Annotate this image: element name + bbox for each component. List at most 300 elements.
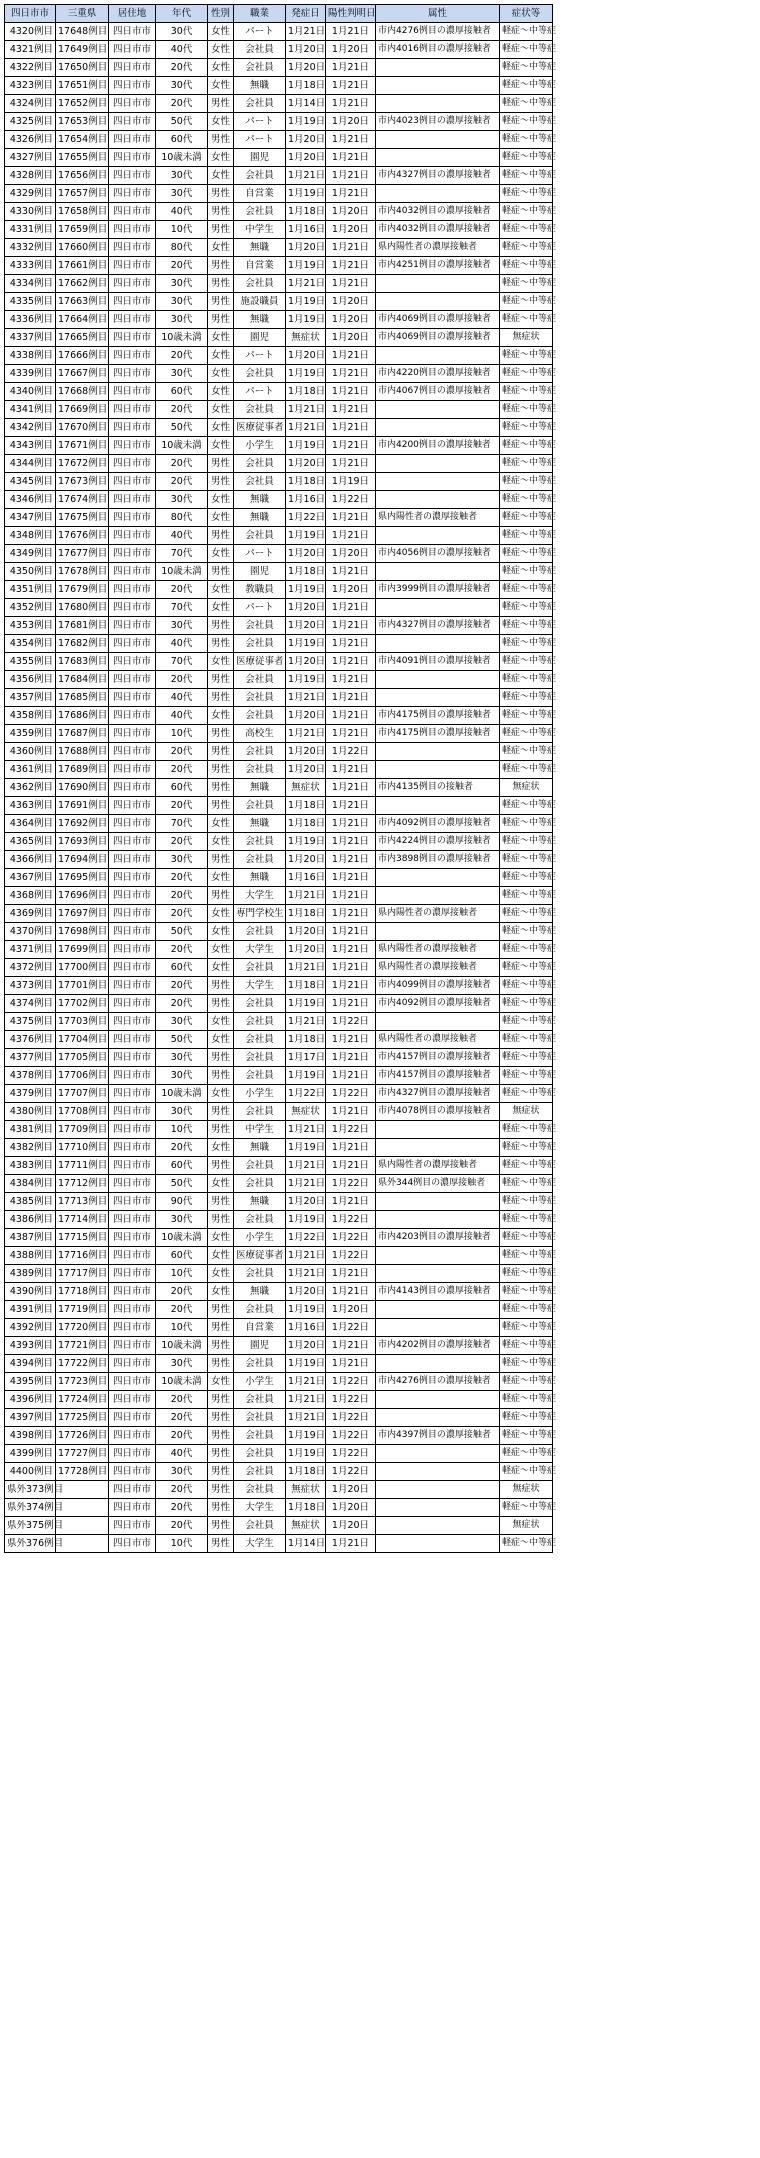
cell-mie-no: 17714例目 [56, 1211, 109, 1229]
cell-attribute: 市内4175例目の濃厚接触者 [376, 725, 500, 743]
cell-yokkaichi-no: 4338例目 [5, 347, 56, 365]
cell-attribute [376, 491, 500, 509]
cell-residence: 四日市市 [109, 1283, 156, 1301]
cell-yokkaichi-no: 4374例目 [5, 995, 56, 1013]
cell-attribute: 市内4200例目の濃厚接触者 [376, 437, 500, 455]
cell-residence: 四日市市 [109, 419, 156, 437]
cell-age: 20代 [156, 995, 208, 1013]
table-row [5, 221, 553, 239]
cell-attribute: 市内4157例目の濃厚接触者 [376, 1067, 500, 1085]
cell-occupation: 会社員 [234, 1211, 286, 1229]
cell-residence: 四日市市 [109, 671, 156, 689]
cell-symptoms: 軽症～中等症 [500, 1031, 553, 1049]
table-row [5, 599, 553, 617]
cell-mie-no: 17727例目 [56, 1445, 109, 1463]
cell-occupation: 会社員 [234, 1175, 286, 1193]
cell-attribute: 市内4032例目の濃厚接触者 [376, 221, 500, 239]
cell-onset-date: 1月19日 [286, 833, 326, 851]
cell-positive-date: 1月20日 [326, 329, 376, 347]
table-row [5, 95, 553, 113]
cell-occupation: 無職 [234, 1193, 286, 1211]
cell-occupation: 会社員 [234, 41, 286, 59]
cell-sex: 女性 [208, 239, 234, 257]
cell-yokkaichi-no: 4320例目 [5, 23, 56, 41]
cell-occupation: 会社員 [234, 1157, 286, 1175]
cell-sex: 男性 [208, 797, 234, 815]
cell-age: 30代 [156, 167, 208, 185]
cell-onset-date: 1月20日 [286, 347, 326, 365]
cell-yokkaichi-no: 4389例目 [5, 1265, 56, 1283]
cell-symptoms: 軽症～中等症 [500, 1229, 553, 1247]
cell-positive-date: 1月21日 [326, 1031, 376, 1049]
cell-symptoms: 軽症～中等症 [500, 1535, 553, 1553]
cell-attribute [376, 419, 500, 437]
cell-onset-date: 1月14日 [286, 95, 326, 113]
cell-age: 70代 [156, 545, 208, 563]
cell-mie-no: 17662例目 [56, 275, 109, 293]
cell-positive-date: 1月20日 [326, 1481, 376, 1499]
cell-onset-date: 1月20日 [286, 707, 326, 725]
cell-onset-date: 1月20日 [286, 455, 326, 473]
table-row [5, 689, 553, 707]
cell-onset-date: 1月21日 [286, 959, 326, 977]
cell-symptoms: 軽症～中等症 [500, 1193, 553, 1211]
cell-yokkaichi-no: 4345例目 [5, 473, 56, 491]
cell-positive-date: 1月22日 [326, 1319, 376, 1337]
col-header-sex: 性別 [208, 5, 234, 23]
cell-sex: 男性 [208, 1463, 234, 1481]
table-row [5, 113, 553, 131]
cell-onset-date: 1月19日 [286, 1211, 326, 1229]
cell-symptoms: 軽症～中等症 [500, 23, 553, 41]
cell-mie-no: 17716例目 [56, 1247, 109, 1265]
cell-occupation: パート [234, 347, 286, 365]
cell-symptoms: 軽症～中等症 [500, 1139, 553, 1157]
cell-residence: 四日市市 [109, 1229, 156, 1247]
cell-onset-date: 1月19日 [286, 113, 326, 131]
cell-mie-no: 17693例目 [56, 833, 109, 851]
cell-mie-no: 17711例目 [56, 1157, 109, 1175]
cell-attribute: 県内陽性者の濃厚接触者 [376, 1157, 500, 1175]
cell-residence: 四日市市 [109, 1337, 156, 1355]
cell-mie-no: 17709例目 [56, 1121, 109, 1139]
cell-mie-no [56, 1517, 109, 1535]
cell-onset-date: 1月19日 [286, 1445, 326, 1463]
cell-mie-no [56, 1481, 109, 1499]
cell-mie-no: 17683例目 [56, 653, 109, 671]
cell-mie-no: 17691例目 [56, 797, 109, 815]
cell-attribute: 市内4067例目の濃厚接触者 [376, 383, 500, 401]
cell-onset-date: 1月20日 [286, 923, 326, 941]
cell-sex: 男性 [208, 1049, 234, 1067]
cell-sex: 女性 [208, 1265, 234, 1283]
cell-sex: 女性 [208, 23, 234, 41]
cell-symptoms: 軽症～中等症 [500, 743, 553, 761]
cell-mie-no: 17703例目 [56, 1013, 109, 1031]
table-row [5, 851, 553, 869]
cell-attribute [376, 869, 500, 887]
cell-onset-date: 1月22日 [286, 509, 326, 527]
cell-occupation: 無職 [234, 779, 286, 797]
cell-onset-date: 1月20日 [286, 743, 326, 761]
cell-occupation: パート [234, 23, 286, 41]
cell-residence: 四日市市 [109, 23, 156, 41]
cell-occupation: パート [234, 545, 286, 563]
cell-attribute [376, 1265, 500, 1283]
cell-onset-date: 1月18日 [286, 383, 326, 401]
cell-positive-date: 1月21日 [326, 1157, 376, 1175]
table-row [5, 617, 553, 635]
cell-positive-date: 1月21日 [326, 563, 376, 581]
cell-yokkaichi-no: 4350例目 [5, 563, 56, 581]
cell-symptoms: 軽症～中等症 [500, 797, 553, 815]
cell-age: 50代 [156, 113, 208, 131]
cell-symptoms: 軽症～中等症 [500, 131, 553, 149]
cell-attribute [376, 1445, 500, 1463]
cell-onset-date: 1月18日 [286, 1463, 326, 1481]
cell-yokkaichi-no: 4343例目 [5, 437, 56, 455]
cell-attribute: 市内4202例目の濃厚接触者 [376, 1337, 500, 1355]
cell-sex: 男性 [208, 887, 234, 905]
cell-yokkaichi-no: 4393例目 [5, 1337, 56, 1355]
cell-attribute [376, 1301, 500, 1319]
table-row [5, 527, 553, 545]
case-table [4, 4, 557, 1553]
cell-attribute: 県内陽性者の濃厚接触者 [376, 509, 500, 527]
cell-positive-date: 1月21日 [326, 815, 376, 833]
cell-positive-date: 1月22日 [326, 1013, 376, 1031]
cell-symptoms: 軽症～中等症 [500, 113, 553, 131]
cell-attribute: 市内4092例目の濃厚接触者 [376, 815, 500, 833]
cell-residence: 四日市市 [109, 401, 156, 419]
cell-sex: 男性 [208, 185, 234, 203]
cell-yokkaichi-no: 4382例目 [5, 1139, 56, 1157]
cell-yokkaichi-no: 4383例目 [5, 1157, 56, 1175]
cell-age: 40代 [156, 527, 208, 545]
cell-sex: 男性 [208, 1337, 234, 1355]
cell-symptoms: 軽症～中等症 [500, 167, 553, 185]
cell-attribute [376, 455, 500, 473]
cell-residence: 四日市市 [109, 113, 156, 131]
cell-symptoms: 軽症～中等症 [500, 563, 553, 581]
table-row [5, 1409, 553, 1427]
cell-attribute [376, 59, 500, 77]
cell-yokkaichi-no: 4398例目 [5, 1427, 56, 1445]
cell-occupation: 園児 [234, 1337, 286, 1355]
cell-residence: 四日市市 [109, 455, 156, 473]
table-row [5, 887, 553, 905]
cell-onset-date: 1月18日 [286, 977, 326, 995]
cell-symptoms: 軽症～中等症 [500, 581, 553, 599]
cell-symptoms: 軽症～中等症 [500, 95, 553, 113]
cell-age: 30代 [156, 1211, 208, 1229]
cell-occupation: 小学生 [234, 437, 286, 455]
table-row [5, 563, 553, 581]
cell-attribute [376, 347, 500, 365]
cell-occupation: 高校生 [234, 725, 286, 743]
cell-symptoms: 軽症～中等症 [500, 1463, 553, 1481]
cell-symptoms: 軽症～中等症 [500, 473, 553, 491]
cell-attribute [376, 761, 500, 779]
cell-onset-date: 1月17日 [286, 1049, 326, 1067]
cell-occupation: 大学生 [234, 1535, 286, 1553]
cell-onset-date: 1月20日 [286, 851, 326, 869]
cell-symptoms: 軽症～中等症 [500, 653, 553, 671]
cell-symptoms: 軽症～中等症 [500, 1211, 553, 1229]
cell-residence: 四日市市 [109, 1121, 156, 1139]
cell-symptoms: 無症状 [500, 1481, 553, 1499]
cell-symptoms: 軽症～中等症 [500, 977, 553, 995]
cell-symptoms: 軽症～中等症 [500, 815, 553, 833]
cell-onset-date: 1月16日 [286, 491, 326, 509]
cell-sex: 女性 [208, 1013, 234, 1031]
cell-onset-date: 1月20日 [286, 545, 326, 563]
cell-age: 70代 [156, 653, 208, 671]
cell-age: 30代 [156, 1067, 208, 1085]
cell-positive-date: 1月21日 [326, 923, 376, 941]
cell-occupation: 会社員 [234, 401, 286, 419]
cell-symptoms: 軽症～中等症 [500, 761, 553, 779]
cell-symptoms: 軽症～中等症 [500, 1049, 553, 1067]
cell-yokkaichi-no: 4390例目 [5, 1283, 56, 1301]
cell-age: 10代 [156, 1121, 208, 1139]
cell-positive-date: 1月22日 [326, 743, 376, 761]
cell-symptoms: 軽症～中等症 [500, 1121, 553, 1139]
cell-onset-date: 1月19日 [286, 1067, 326, 1085]
cell-residence: 四日市市 [109, 473, 156, 491]
cell-residence: 四日市市 [109, 1445, 156, 1463]
cell-symptoms: 軽症～中等症 [500, 1319, 553, 1337]
cell-residence: 四日市市 [109, 725, 156, 743]
cell-residence: 四日市市 [109, 275, 156, 293]
cell-sex: 男性 [208, 563, 234, 581]
cell-symptoms: 軽症～中等症 [500, 923, 553, 941]
cell-residence: 四日市市 [109, 635, 156, 653]
cell-residence: 四日市市 [109, 563, 156, 581]
table-row [5, 797, 553, 815]
cell-residence: 四日市市 [109, 203, 156, 221]
table-row [5, 1247, 553, 1265]
cell-positive-date: 1月21日 [326, 419, 376, 437]
cell-onset-date: 1月20日 [286, 239, 326, 257]
cell-age: 20代 [156, 1481, 208, 1499]
cell-attribute [376, 401, 500, 419]
cell-positive-date: 1月22日 [326, 1229, 376, 1247]
cell-positive-date: 1月21日 [326, 761, 376, 779]
cell-sex: 女性 [208, 491, 234, 509]
cell-onset-date: 1月19日 [286, 437, 326, 455]
cell-onset-date: 1月21日 [286, 1175, 326, 1193]
cell-occupation: 医療従事者 [234, 419, 286, 437]
cell-mie-no: 17649例目 [56, 41, 109, 59]
cell-positive-date: 1月22日 [326, 1247, 376, 1265]
cell-sex: 男性 [208, 1391, 234, 1409]
cell-attribute [376, 275, 500, 293]
cell-yokkaichi-no: 4353例目 [5, 617, 56, 635]
cell-occupation: 無職 [234, 491, 286, 509]
cell-mie-no: 17715例目 [56, 1229, 109, 1247]
cell-yokkaichi-no: 4325例目 [5, 113, 56, 131]
cell-sex: 女性 [208, 545, 234, 563]
table-row [5, 1283, 553, 1301]
cell-residence: 四日市市 [109, 95, 156, 113]
cell-symptoms: 軽症～中等症 [500, 1337, 553, 1355]
cell-onset-date: 1月21日 [286, 725, 326, 743]
cell-yokkaichi-no: 4367例目 [5, 869, 56, 887]
cell-attribute [376, 1463, 500, 1481]
cell-age: 50代 [156, 923, 208, 941]
table-row [5, 473, 553, 491]
cell-residence: 四日市市 [109, 1193, 156, 1211]
cell-onset-date: 1月19日 [286, 257, 326, 275]
cell-positive-date: 1月20日 [326, 203, 376, 221]
cell-positive-date: 1月21日 [326, 905, 376, 923]
cell-symptoms: 軽症～中等症 [500, 239, 553, 257]
cell-yokkaichi-no: 4352例目 [5, 599, 56, 617]
cell-mie-no: 17681例目 [56, 617, 109, 635]
cell-age: 70代 [156, 815, 208, 833]
cell-yokkaichi-no: 4356例目 [5, 671, 56, 689]
cell-attribute: 市内4224例目の濃厚接触者 [376, 833, 500, 851]
col-header-yokkaichi-no: 四日市市 [5, 5, 56, 23]
table-row [5, 275, 553, 293]
cell-yokkaichi-no: 4362例目 [5, 779, 56, 797]
cell-age: 30代 [156, 311, 208, 329]
cell-age: 10代 [156, 725, 208, 743]
cell-mie-no: 17692例目 [56, 815, 109, 833]
cell-age: 30代 [156, 617, 208, 635]
cell-attribute [376, 185, 500, 203]
cell-sex: 男性 [208, 527, 234, 545]
cell-onset-date: 1月21日 [286, 1409, 326, 1427]
cell-sex: 男性 [208, 743, 234, 761]
cell-attribute [376, 797, 500, 815]
cell-symptoms: 軽症～中等症 [500, 1445, 553, 1463]
cell-yokkaichi-no: 4370例目 [5, 923, 56, 941]
cell-onset-date: 1月21日 [286, 23, 326, 41]
cell-symptoms: 軽症～中等症 [500, 725, 553, 743]
cell-attribute [376, 131, 500, 149]
cell-occupation: 会社員 [234, 689, 286, 707]
cell-symptoms: 軽症～中等症 [500, 545, 553, 563]
cell-onset-date: 1月18日 [286, 1031, 326, 1049]
table-row [5, 869, 553, 887]
cell-attribute [376, 1247, 500, 1265]
cell-symptoms: 軽症～中等症 [500, 1283, 553, 1301]
cell-yokkaichi-no: 4355例目 [5, 653, 56, 671]
cell-onset-date: 1月21日 [286, 689, 326, 707]
cell-positive-date: 1月20日 [326, 545, 376, 563]
col-header-occupation: 職業 [234, 5, 286, 23]
cell-age: 20代 [156, 869, 208, 887]
cell-occupation: 教職員 [234, 581, 286, 599]
cell-yokkaichi-no: 4330例目 [5, 203, 56, 221]
cell-positive-date: 1月21日 [326, 1265, 376, 1283]
cell-onset-date: 1月18日 [286, 563, 326, 581]
cell-age: 90代 [156, 1193, 208, 1211]
cell-onset-date: 1月21日 [286, 1157, 326, 1175]
cell-sex: 女性 [208, 347, 234, 365]
cell-sex: 男性 [208, 1319, 234, 1337]
cell-positive-date: 1月22日 [326, 491, 376, 509]
cell-residence: 四日市市 [109, 1427, 156, 1445]
cell-symptoms: 軽症～中等症 [500, 995, 553, 1013]
cell-attribute [376, 149, 500, 167]
cell-occupation: 会社員 [234, 923, 286, 941]
table-row [5, 635, 553, 653]
cell-symptoms: 軽症～中等症 [500, 509, 553, 527]
cell-occupation: 園児 [234, 149, 286, 167]
cell-attribute: 市内3999例目の濃厚接触者 [376, 581, 500, 599]
cell-sex: 女性 [208, 419, 234, 437]
cell-onset-date: 1月18日 [286, 203, 326, 221]
cell-yokkaichi-no: 4331例目 [5, 221, 56, 239]
cell-residence: 四日市市 [109, 815, 156, 833]
cell-age: 40代 [156, 689, 208, 707]
cell-attribute: 県内陽性者の濃厚接触者 [376, 905, 500, 923]
cell-occupation: 大学生 [234, 1499, 286, 1517]
cell-residence: 四日市市 [109, 761, 156, 779]
cell-attribute [376, 1481, 500, 1499]
col-header-positive-date: 陽性判明日 [326, 5, 376, 23]
cell-symptoms: 軽症～中等症 [500, 1085, 553, 1103]
cell-sex: 女性 [208, 707, 234, 725]
cell-symptoms: 軽症～中等症 [500, 437, 553, 455]
col-header-residence: 居住地 [109, 5, 156, 23]
cell-mie-no: 17679例目 [56, 581, 109, 599]
cell-mie-no: 17658例目 [56, 203, 109, 221]
cell-positive-date: 1月21日 [326, 941, 376, 959]
cell-yokkaichi-no: 4321例目 [5, 41, 56, 59]
cell-onset-date: 1月19日 [286, 365, 326, 383]
cell-mie-no: 17708例目 [56, 1103, 109, 1121]
cell-residence: 四日市市 [109, 149, 156, 167]
cell-sex: 男性 [208, 1481, 234, 1499]
cell-residence: 四日市市 [109, 1211, 156, 1229]
table-row [5, 761, 553, 779]
cell-yokkaichi-no: 県外374例目 [5, 1499, 56, 1517]
cell-attribute: 市内4091例目の濃厚接触者 [376, 653, 500, 671]
table-row [5, 833, 553, 851]
cell-attribute: 市内4203例目の濃厚接触者 [376, 1229, 500, 1247]
cell-positive-date: 1月21日 [326, 1535, 376, 1553]
cell-age: 60代 [156, 779, 208, 797]
cell-residence: 四日市市 [109, 995, 156, 1013]
table-row [5, 1067, 553, 1085]
cell-occupation: 園児 [234, 329, 286, 347]
cell-mie-no: 17670例目 [56, 419, 109, 437]
cell-sex: 男性 [208, 1445, 234, 1463]
cell-positive-date: 1月21日 [326, 455, 376, 473]
table-row [5, 1391, 553, 1409]
cell-onset-date: 1月20日 [286, 1283, 326, 1301]
cell-residence: 四日市市 [109, 1067, 156, 1085]
table-row [5, 1481, 553, 1499]
cell-positive-date: 1月21日 [326, 527, 376, 545]
cell-occupation: 小学生 [234, 1085, 286, 1103]
cell-sex: 女性 [208, 959, 234, 977]
cell-residence: 四日市市 [109, 1409, 156, 1427]
cell-positive-date: 1月21日 [326, 509, 376, 527]
cell-age: 20代 [156, 347, 208, 365]
cell-residence: 四日市市 [109, 1049, 156, 1067]
cell-occupation: 無職 [234, 1139, 286, 1157]
cell-age: 10代 [156, 1535, 208, 1553]
cell-occupation: 会社員 [234, 797, 286, 815]
cell-residence: 四日市市 [109, 779, 156, 797]
cell-symptoms: 軽症～中等症 [500, 59, 553, 77]
cell-age: 20代 [156, 671, 208, 689]
